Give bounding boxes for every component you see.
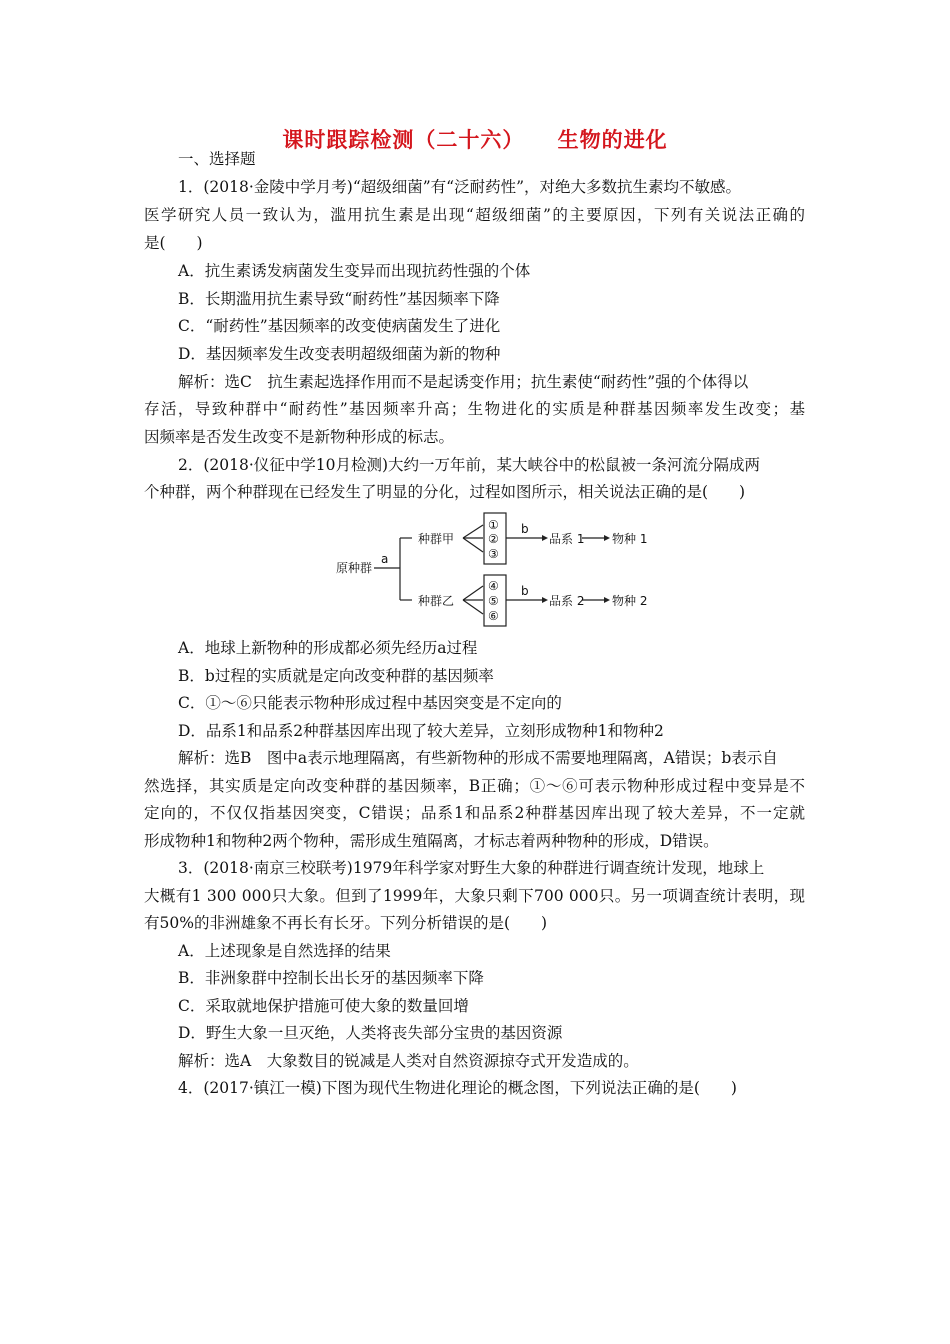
- page-title: 课时跟踪检测（二十六） 生物的进化: [282, 128, 668, 152]
- q2-option-c: C．①～⑥只能表示物种形成过程中基因突变是不定向的: [178, 694, 562, 712]
- q4-stem-line: 4．(2017·镇江一模)下图为现代生物进化理论的概念图，下列说法正确的是( ): [178, 1079, 737, 1097]
- section-heading: 一、选择题: [178, 150, 256, 168]
- q2-stem-line: 2．(2018·仪征中学10月检测)大约一万年前，某大峡谷中的松鼠被一条河流分隔成两: [178, 456, 761, 474]
- q1-stem-line: 医学研究人员一致认为，滥用抗生素是出现“超级细菌”的主要原因，下列有关说法正确的: [144, 206, 805, 224]
- population-b-label: 种群乙: [418, 594, 455, 608]
- q2-stem-line: 个种群，两个种群现在已经发生了明显的分化，过程如图所示，相关说法正确的是( ): [144, 483, 746, 501]
- q1-analysis-line: 因频率是否发生改变不是新物种形成的标志。: [144, 428, 455, 446]
- q3-option-b: B．非洲象群中控制长出长牙的基因频率下降: [178, 969, 484, 987]
- q1-option-b: B．长期滥用抗生素导致“耐药性”基因频率下降: [178, 290, 500, 308]
- q3-analysis-line: 解析：选A 大象数目的锐减是人类对自然资源掠夺式开发造成的。: [178, 1052, 639, 1070]
- origin-population-label: 原种群: [336, 561, 373, 575]
- strain-2-label: 品系 2: [549, 594, 585, 608]
- q1-option-a: A．抗生素诱发病菌发生变异而出现抗药性强的个体: [178, 262, 531, 280]
- population-a-label: 种群甲: [418, 532, 455, 546]
- variation-5: ⑤: [488, 594, 499, 608]
- process-b-label-top: b: [521, 522, 529, 536]
- q2-option-a: A．地球上新物种的形成都必须先经历a过程: [178, 639, 478, 657]
- q3-stem-line: 3．(2018·南京三校联考)1979年科学家对野生大象的种群进行调查统计发现，地球上: [178, 859, 765, 877]
- q3-option-d: D．野生大象一旦灭绝，人类将丧失部分宝贵的基因资源: [178, 1024, 563, 1042]
- variation-6: ⑥: [488, 609, 499, 623]
- q1-option-d: D．基因频率发生改变表明超级细菌为新的物种: [178, 345, 501, 363]
- q2-analysis-line: 定向的，不仅仅指基因突变，C错误；品系1和品系2种群基因库出现了较大差异，不一定就: [144, 804, 805, 822]
- speciation-diagram: [330, 506, 660, 628]
- q3-option-c: C．采取就地保护措施可使大象的数量回增: [178, 997, 469, 1015]
- q2-option-d: D．品系1和品系2种群基因库出现了较大差异，立刻形成物种1和物种2: [178, 722, 664, 740]
- variation-3: ③: [488, 547, 499, 561]
- q3-option-a: A．上述现象是自然选择的结果: [178, 942, 391, 960]
- q1-analysis-line: 解析：选C 抗生素起选择作用而不是起诱变作用；抗生素使“耐药性”强的个体得以: [178, 373, 749, 391]
- q2-option-b: B．b过程的实质就是定向改变种群的基因频率: [178, 667, 494, 685]
- q3-stem-line: 大概有1 300 000只大象。但到了1999年，大象只剩下700 000只。另一项调查统计表明，现: [144, 887, 805, 905]
- strain-1-label: 品系 1: [549, 532, 585, 546]
- species-2-label: 物种 2: [612, 594, 648, 608]
- q3-stem-line: 有50%的非洲雄象不再长有长牙。下列分析错误的是( ): [144, 914, 548, 932]
- q1-stem-line: 是( ): [144, 234, 203, 252]
- q2-analysis-line: 解析：选B 图中a表示地理隔离，有些新物种的形成不需要地理隔离，A错误；b表示自: [178, 749, 778, 767]
- q1-option-c: C．“耐药性”基因频率的改变使病菌发生了进化: [178, 317, 501, 335]
- q2-analysis-line: 然选择，其实质是定向改变种群的基因频率，B正确；①～⑥可表示物种形成过程中变异是不: [144, 777, 805, 795]
- process-b-label-bottom: b: [521, 584, 529, 598]
- species-1-label: 物种 1: [612, 532, 648, 546]
- q2-analysis-line: 形成物种1和物种2两个物种，需形成生殖隔离，才标志着两种物种的形成，D错误。: [144, 832, 719, 850]
- variation-4: ④: [488, 579, 499, 593]
- q1-analysis-line: 存活，导致种群中“耐药性”基因频率升高；生物进化的实质是种群基因频率发生改变；基: [144, 400, 805, 418]
- variation-1: ①: [488, 518, 499, 532]
- variation-2: ②: [488, 532, 499, 546]
- process-a-label: a: [381, 552, 389, 566]
- q1-stem-line: 1．(2018·金陵中学月考)“超级细菌”有“泛耐药性”，对绝大多数抗生素均不敏感。: [178, 178, 742, 196]
